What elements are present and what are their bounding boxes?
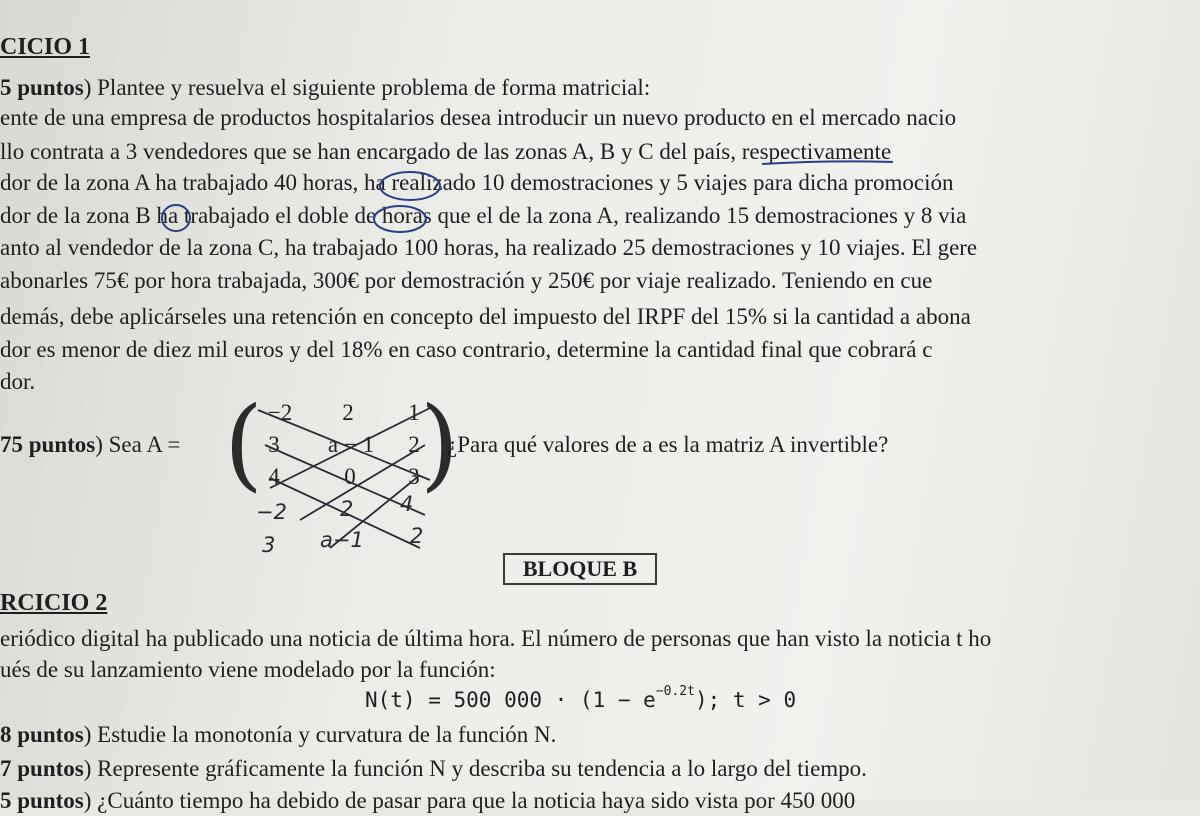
item-b-points: 7 puntos [0, 756, 84, 781]
item-a [0, 720, 556, 750]
handwritten-note: 4 [400, 492, 414, 516]
matrix-cell: 4 [268, 464, 280, 489]
formula-tail: ); t > 0 [694, 688, 797, 712]
handwritten-note: 2 [340, 497, 354, 521]
matrix-cell: 3 [408, 464, 420, 489]
matrix-cell: a − 1 [327, 432, 375, 457]
problem-line-1: ente de una empresa de productos hospitalarios desea introducir un nuevo producto en el mercado nacio [0, 105, 957, 130]
matrix-cell: −2 [267, 400, 293, 425]
part-2-sea: ) Sea A = [95, 432, 181, 457]
part-1-points: 5 puntos [0, 75, 84, 100]
problem-line-9: dor. [0, 369, 36, 394]
matrix-cell: 1 [408, 400, 420, 425]
problem-line-2: llo contrata a 3 vendedores que se han encargado de las zonas A, B y C del país, respectivamente [0, 139, 892, 164]
problem-line-5: anto al vendedor de la zona C, ha trabajado 100 horas, ha realizado 25 demostraciones y 10 viajes. El gere [0, 235, 978, 260]
problem-line-7: demás, debe aplicárseles una retención en concepto del impuesto del IRPF del 15% si la cantidad a abona [0, 304, 971, 329]
handwritten-note: 2 [410, 524, 424, 548]
formula-main: N(t) = 500 000 · (1 − e [365, 688, 656, 712]
matrix-cell: 3 [268, 432, 280, 457]
item-b [0, 754, 867, 784]
item-c-text: ) ¿Cuánto tiempo ha debido de pasar para que la noticia haya sido vista por 450 000 [83, 788, 856, 813]
part-2-points: 75 puntos [0, 432, 96, 457]
block-b-label: BLOQUE B [503, 553, 657, 585]
problem-line-8: dor es menor de diez mil euros y del 18% en caso contrario, determine la cantidad final que cobrará c [0, 337, 933, 362]
exercise-1-heading: CICIO 1 [0, 34, 91, 60]
item-a-points: 8 puntos [0, 722, 84, 747]
item-c-points: 5 puntos [0, 788, 84, 813]
part-1-intro: ) Plantee y resuelva el siguiente problema de forma matricial: [83, 75, 651, 100]
matrix-cell: 0 [344, 464, 356, 489]
ej2-line-1: eriódico digital ha publicado una noticia de última hora. El número de personas que han visto la noticia t ho [0, 626, 992, 651]
item-a-text: ) Estudie la monotonía y curvatura de la función N. [83, 722, 557, 747]
item-b-text: ) Represente gráficamente la función N y describa su tendencia a lo largo del tiempo. [83, 756, 867, 781]
matrix-right-paren: ) [420, 385, 460, 502]
handwritten-note: 3 [262, 533, 276, 557]
handwritten-note: a−1 [320, 528, 364, 552]
part-2-statement [0, 430, 180, 460]
exercise-2-heading: RCICIO 2 [0, 590, 108, 616]
item-c [0, 786, 855, 816]
function-formula [365, 684, 797, 712]
problem-line-4: dor de la zona B ha trabajado el doble de horas que el de la zona A, realizando 15 demostraciones y 8 via [0, 203, 967, 228]
matrix-a [224, 385, 460, 502]
formula-exponent: −0.2t [655, 684, 695, 699]
part-1-statement [0, 73, 650, 103]
ej2-line-2: ués de su lanzamiento viene modelado por la función: [0, 657, 496, 682]
matrix-cell: 2 [408, 432, 420, 457]
handwritten-note: −2 [256, 500, 287, 524]
matrix-left-paren: ( [224, 385, 264, 502]
problem-line-6: abonarles 75€ por hora trabajada, 300€ por demostración y 250€ por viaje realizado. Teniendo en cue [0, 268, 933, 293]
problem-line-3: dor de la zona A ha trabajado 40 horas, ha realizado 10 demostraciones y 5 viajes para dicha promoción [0, 170, 954, 195]
matrix-cell: 2 [342, 400, 354, 425]
part-2-question: ¿Para qué valores de a es la matriz A invertible? [447, 432, 889, 457]
